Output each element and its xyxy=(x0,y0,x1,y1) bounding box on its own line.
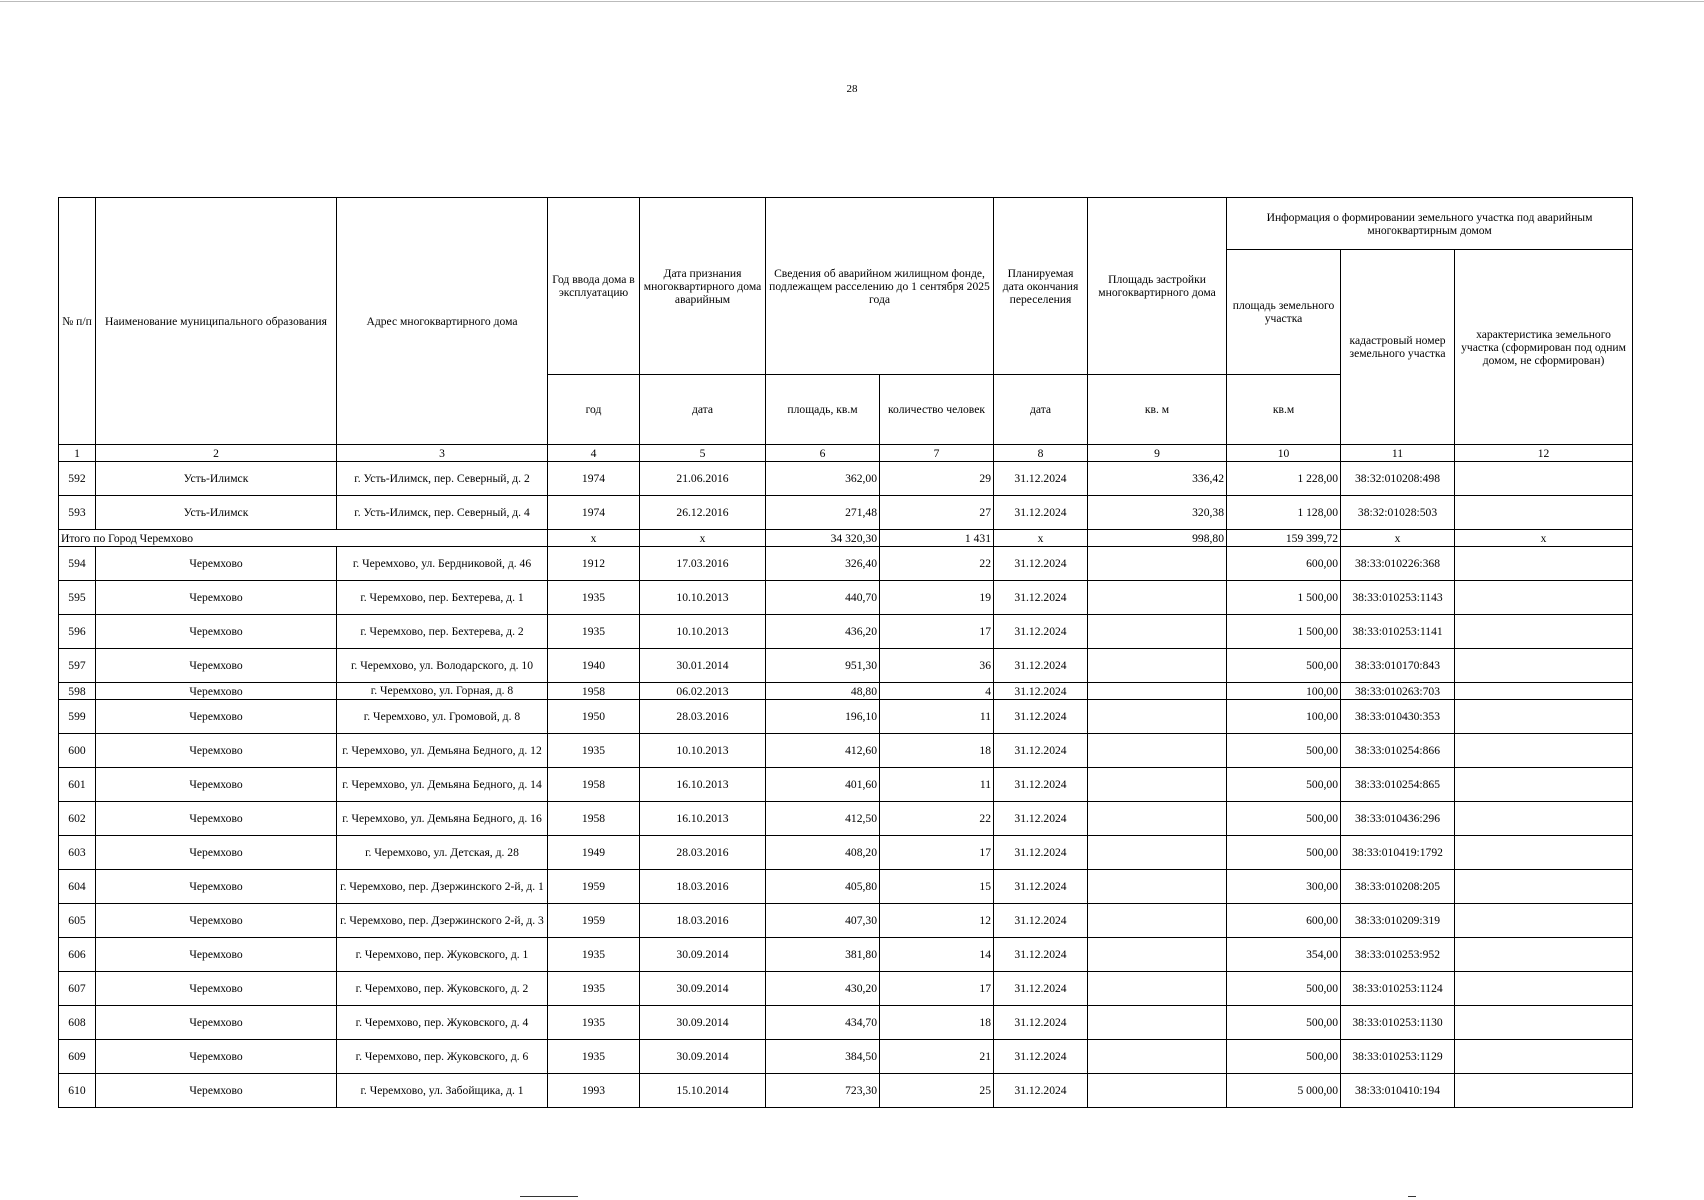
land-area-cell: 100,00 xyxy=(1227,683,1341,700)
table-row xyxy=(59,870,1633,904)
year-cell: 1935 xyxy=(548,615,640,649)
people-cell: 18 xyxy=(880,734,994,768)
row-number: 593 xyxy=(59,496,96,530)
table-row xyxy=(59,615,1633,649)
building-area-cell xyxy=(1088,700,1227,734)
table-row xyxy=(59,1006,1633,1040)
year-cell: 1958 xyxy=(548,683,640,700)
building-area-cell xyxy=(1088,972,1227,1006)
row-number: 608 xyxy=(59,1006,96,1040)
cadastral-cell: 38:32:010208:498 xyxy=(1341,462,1455,496)
header-unit-date: дата xyxy=(640,375,766,445)
header-year-built: Год ввода дома в эксплуатацию xyxy=(548,198,640,375)
building-area-cell xyxy=(1088,581,1227,615)
planned-date-cell: 31.12.2024 xyxy=(994,870,1088,904)
table-row xyxy=(59,938,1633,972)
planned-date-cell: 31.12.2024 xyxy=(994,615,1088,649)
year-cell: 1950 xyxy=(548,700,640,734)
building-area-cell xyxy=(1088,734,1227,768)
cadastral-cell: 38:33:010253:1130 xyxy=(1341,1006,1455,1040)
scan-edge-line xyxy=(0,1,1704,2)
cadastral-cell: 38:33:010419:1792 xyxy=(1341,836,1455,870)
cadastral-cell: 38:33:010253:952 xyxy=(1341,938,1455,972)
land-char-cell xyxy=(1455,649,1633,683)
land-char-cell xyxy=(1455,802,1633,836)
planned-date-cell: 31.12.2024 xyxy=(994,649,1088,683)
cadastral-cell: 38:33:010226:368 xyxy=(1341,547,1455,581)
address-cell: г. Черемхово, ул. Бердниковой, д. 46 xyxy=(337,547,548,581)
table-row xyxy=(59,802,1633,836)
column-number-cell: 8 xyxy=(994,445,1088,462)
planned-date-cell: 31.12.2024 xyxy=(994,938,1088,972)
column-number-cell: 10 xyxy=(1227,445,1341,462)
land-area-cell: 500,00 xyxy=(1227,734,1341,768)
land-char-cell xyxy=(1455,700,1633,734)
planned-date-cell: 31.12.2024 xyxy=(994,547,1088,581)
municipality-cell: Усть-Илимск xyxy=(96,496,337,530)
area-cell: 384,50 xyxy=(766,1040,880,1074)
row-number: 604 xyxy=(59,870,96,904)
total-row xyxy=(59,530,1633,547)
municipality-cell: Черемхово xyxy=(96,700,337,734)
date-cell: 30.09.2014 xyxy=(640,972,766,1006)
scan-mark-dash xyxy=(1408,1196,1416,1197)
address-cell: г. Черемхово, пер. Бехтерева, д. 1 xyxy=(337,581,548,615)
date-cell: 30.09.2014 xyxy=(640,1040,766,1074)
area-cell: 434,70 xyxy=(766,1006,880,1040)
header-unit-kvm2: кв.м xyxy=(1227,375,1341,445)
municipality-cell: Черемхово xyxy=(96,615,337,649)
table-row xyxy=(59,462,1633,496)
land-area-cell: 500,00 xyxy=(1227,836,1341,870)
people-cell: 19 xyxy=(880,581,994,615)
planned-date-cell: 31.12.2024 xyxy=(994,904,1088,938)
planned-date-cell: 31.12.2024 xyxy=(994,683,1088,700)
cadastral-cell: 38:33:010410:194 xyxy=(1341,1074,1455,1108)
municipality-cell: Усть-Илимск xyxy=(96,462,337,496)
land-char-cell xyxy=(1455,734,1633,768)
header-municipality: Наименование муниципального образования xyxy=(96,198,337,445)
rows-after-total xyxy=(59,547,1633,1108)
header-building-area: Площадь застройки многоквартирного дома xyxy=(1088,198,1227,375)
municipality-cell: Черемхово xyxy=(96,547,337,581)
address-cell: г. Усть-Илимск, пер. Северный, д. 2 xyxy=(337,462,548,496)
header-date-recognized: Дата признания многоквартирного дома аварийным xyxy=(640,198,766,375)
scan-mark-line xyxy=(520,1196,578,1197)
year-cell: 1935 xyxy=(548,581,640,615)
address-cell: г. Усть-Илимск, пер. Северный, д. 4 xyxy=(337,496,548,530)
year-cell: 1935 xyxy=(548,734,640,768)
table-row xyxy=(59,836,1633,870)
cadastral-cell: 38:32:01028:503 xyxy=(1341,496,1455,530)
address-cell: г. Черемхово, пер. Жуковского, д. 2 xyxy=(337,972,548,1006)
row-number: 602 xyxy=(59,802,96,836)
area-cell: 951,30 xyxy=(766,649,880,683)
row-number: 601 xyxy=(59,768,96,802)
address-cell: г. Черемхово, пер. Дзержинского 2-й, д. 1 xyxy=(337,870,548,904)
area-cell: 405,80 xyxy=(766,870,880,904)
header-unit-area: площадь, кв.м xyxy=(766,375,880,445)
building-area-cell xyxy=(1088,615,1227,649)
land-char-cell xyxy=(1455,1006,1633,1040)
year-cell: 1974 xyxy=(548,462,640,496)
people-cell: 17 xyxy=(880,836,994,870)
cadastral-cell: 38:33:010254:865 xyxy=(1341,768,1455,802)
date-cell: 28.03.2016 xyxy=(640,700,766,734)
municipality-cell: Черемхово xyxy=(96,1040,337,1074)
land-char-cell xyxy=(1455,1074,1633,1108)
total-land-area: 159 399,72 xyxy=(1227,530,1341,547)
header-unit-people: количество человек xyxy=(880,375,994,445)
header-land-char: характеристика земельного участка (сформирован под одним домом, не сформирован) xyxy=(1455,250,1633,445)
cadastral-cell: 38:33:010253:1141 xyxy=(1341,615,1455,649)
date-cell: 30.09.2014 xyxy=(640,938,766,972)
row-number: 598 xyxy=(59,683,96,700)
cadastral-cell: 38:33:010253:1124 xyxy=(1341,972,1455,1006)
column-number-cell: 9 xyxy=(1088,445,1227,462)
building-area-cell xyxy=(1088,836,1227,870)
total-area: 34 320,30 xyxy=(766,530,880,547)
municipality-cell: Черемхово xyxy=(96,683,337,700)
land-char-cell xyxy=(1455,1040,1633,1074)
row-number: 596 xyxy=(59,615,96,649)
land-area-cell: 500,00 xyxy=(1227,649,1341,683)
building-area-cell xyxy=(1088,649,1227,683)
table-row xyxy=(59,904,1633,938)
building-area-cell xyxy=(1088,904,1227,938)
date-cell: 17.03.2016 xyxy=(640,547,766,581)
date-cell: 26.12.2016 xyxy=(640,496,766,530)
area-cell: 436,20 xyxy=(766,615,880,649)
address-cell: г. Черемхово, ул. Демьяна Бедного, д. 16 xyxy=(337,802,548,836)
column-number-cell: 5 xyxy=(640,445,766,462)
building-area-cell xyxy=(1088,547,1227,581)
header-cadastral: кадастровый номер земельного участка xyxy=(1341,250,1455,445)
column-number-row xyxy=(59,445,1633,462)
year-cell: 1974 xyxy=(548,496,640,530)
date-cell: 06.02.2013 xyxy=(640,683,766,700)
land-char-cell xyxy=(1455,836,1633,870)
total-plan: x xyxy=(994,530,1088,547)
table-row xyxy=(59,649,1633,683)
land-char-cell xyxy=(1455,615,1633,649)
area-cell: 381,80 xyxy=(766,938,880,972)
land-char-cell xyxy=(1455,547,1633,581)
municipality-cell: Черемхово xyxy=(96,768,337,802)
year-cell: 1935 xyxy=(548,1040,640,1074)
land-char-cell xyxy=(1455,581,1633,615)
people-cell: 18 xyxy=(880,1006,994,1040)
year-cell: 1993 xyxy=(548,1074,640,1108)
planned-date-cell: 31.12.2024 xyxy=(994,836,1088,870)
area-cell: 723,30 xyxy=(766,1074,880,1108)
address-cell: г. Черемхово, пер. Дзержинского 2-й, д. 3 xyxy=(337,904,548,938)
header-unit-date2: дата xyxy=(994,375,1088,445)
header-unit-year: год xyxy=(548,375,640,445)
row-number: 599 xyxy=(59,700,96,734)
building-area-cell xyxy=(1088,1074,1227,1108)
table-row xyxy=(59,1040,1633,1074)
cadastral-cell: 38:33:010254:866 xyxy=(1341,734,1455,768)
planned-date-cell: 31.12.2024 xyxy=(994,1006,1088,1040)
header-land-info: Информация о формировании земельного участка под аварийным многоквартирным домом xyxy=(1227,198,1633,250)
land-char-cell xyxy=(1455,870,1633,904)
area-cell: 440,70 xyxy=(766,581,880,615)
land-area-cell: 1 500,00 xyxy=(1227,615,1341,649)
building-area-cell xyxy=(1088,938,1227,972)
year-cell: 1959 xyxy=(548,904,640,938)
address-cell: г. Черемхово, ул. Демьяна Бедного, д. 14 xyxy=(337,768,548,802)
people-cell: 17 xyxy=(880,615,994,649)
people-cell: 25 xyxy=(880,1074,994,1108)
total-date: x xyxy=(640,530,766,547)
land-char-cell xyxy=(1455,768,1633,802)
building-area-cell xyxy=(1088,1040,1227,1074)
column-number-cell: 4 xyxy=(548,445,640,462)
year-cell: 1935 xyxy=(548,1006,640,1040)
date-cell: 30.09.2014 xyxy=(640,1006,766,1040)
building-area-cell xyxy=(1088,802,1227,836)
row-number: 607 xyxy=(59,972,96,1006)
row-number: 597 xyxy=(59,649,96,683)
municipality-cell: Черемхово xyxy=(96,734,337,768)
area-cell: 412,50 xyxy=(766,802,880,836)
cadastral-cell: 38:33:010208:205 xyxy=(1341,870,1455,904)
date-cell: 30.01.2014 xyxy=(640,649,766,683)
header-planned-date: Планируемая дата окончания переселения xyxy=(994,198,1088,375)
land-area-cell: 1 500,00 xyxy=(1227,581,1341,615)
total-build-area: 998,80 xyxy=(1088,530,1227,547)
people-cell: 22 xyxy=(880,802,994,836)
planned-date-cell: 31.12.2024 xyxy=(994,496,1088,530)
address-cell: г. Черемхово, пер. Жуковского, д. 4 xyxy=(337,1006,548,1040)
address-cell: г. Черемхово, ул. Демьяна Бедного, д. 12 xyxy=(337,734,548,768)
column-number-cell: 12 xyxy=(1455,445,1633,462)
date-cell: 10.10.2013 xyxy=(640,615,766,649)
building-area-cell xyxy=(1088,870,1227,904)
planned-date-cell: 31.12.2024 xyxy=(994,1074,1088,1108)
address-cell: г. Черемхово, ул. Володарского, д. 10 xyxy=(337,649,548,683)
date-cell: 10.10.2013 xyxy=(640,734,766,768)
land-area-cell: 100,00 xyxy=(1227,700,1341,734)
people-cell: 17 xyxy=(880,972,994,1006)
year-cell: 1958 xyxy=(548,768,640,802)
date-cell: 21.06.2016 xyxy=(640,462,766,496)
column-number-cell: 3 xyxy=(337,445,548,462)
land-char-cell xyxy=(1455,683,1633,700)
planned-date-cell: 31.12.2024 xyxy=(994,1040,1088,1074)
people-cell: 29 xyxy=(880,462,994,496)
people-cell: 12 xyxy=(880,904,994,938)
total-cadastral: x xyxy=(1341,530,1455,547)
address-cell: г. Черемхово, пер. Жуковского, д. 6 xyxy=(337,1040,548,1074)
row-number: 606 xyxy=(59,938,96,972)
table-row xyxy=(59,547,1633,581)
land-area-cell: 600,00 xyxy=(1227,904,1341,938)
land-area-cell: 600,00 xyxy=(1227,547,1341,581)
table-row xyxy=(59,734,1633,768)
total-section xyxy=(59,530,1633,547)
total-char: x xyxy=(1455,530,1633,547)
municipality-cell: Черемхово xyxy=(96,972,337,1006)
row-number: 610 xyxy=(59,1074,96,1108)
planned-date-cell: 31.12.2024 xyxy=(994,462,1088,496)
building-area-cell xyxy=(1088,768,1227,802)
people-cell: 11 xyxy=(880,700,994,734)
land-area-cell: 500,00 xyxy=(1227,768,1341,802)
land-area-cell: 1 228,00 xyxy=(1227,462,1341,496)
table-row xyxy=(59,683,1633,700)
page-number: 28 xyxy=(846,83,858,95)
cadastral-cell: 38:33:010253:1143 xyxy=(1341,581,1455,615)
land-char-cell xyxy=(1455,496,1633,530)
land-char-cell xyxy=(1455,462,1633,496)
row-number: 594 xyxy=(59,547,96,581)
year-cell: 1959 xyxy=(548,870,640,904)
date-cell: 16.10.2013 xyxy=(640,802,766,836)
building-area-cell xyxy=(1088,1006,1227,1040)
planned-date-cell: 31.12.2024 xyxy=(994,768,1088,802)
table-row xyxy=(59,581,1633,615)
land-char-cell xyxy=(1455,904,1633,938)
row-number: 605 xyxy=(59,904,96,938)
date-cell: 18.03.2016 xyxy=(640,870,766,904)
municipality-cell: Черемхово xyxy=(96,870,337,904)
date-cell: 28.03.2016 xyxy=(640,836,766,870)
year-cell: 1912 xyxy=(548,547,640,581)
date-cell: 16.10.2013 xyxy=(640,768,766,802)
cadastral-cell: 38:33:010436:296 xyxy=(1341,802,1455,836)
header-land-area: площадь земельного участка xyxy=(1227,250,1341,375)
people-cell: 4 xyxy=(880,683,994,700)
land-area-cell: 300,00 xyxy=(1227,870,1341,904)
municipality-cell: Черемхово xyxy=(96,1074,337,1108)
table-row xyxy=(59,496,1633,530)
land-area-cell: 500,00 xyxy=(1227,972,1341,1006)
land-area-cell: 1 128,00 xyxy=(1227,496,1341,530)
header-no: № п/п xyxy=(59,198,96,445)
municipality-cell: Черемхово xyxy=(96,904,337,938)
area-cell: 407,30 xyxy=(766,904,880,938)
area-cell: 196,10 xyxy=(766,700,880,734)
land-area-cell: 500,00 xyxy=(1227,1040,1341,1074)
column-number-cell: 2 xyxy=(96,445,337,462)
building-area-cell xyxy=(1088,683,1227,700)
people-cell: 21 xyxy=(880,1040,994,1074)
total-people: 1 431 xyxy=(880,530,994,547)
planned-date-cell: 31.12.2024 xyxy=(994,581,1088,615)
cadastral-cell: 38:33:010209:319 xyxy=(1341,904,1455,938)
row-number: 595 xyxy=(59,581,96,615)
area-cell: 362,00 xyxy=(766,462,880,496)
municipality-cell: Черемхово xyxy=(96,836,337,870)
people-cell: 14 xyxy=(880,938,994,972)
header-unit-kvm: кв. м xyxy=(1088,375,1227,445)
total-label: Итого по Город Черемхово xyxy=(59,530,548,547)
municipality-cell: Черемхово xyxy=(96,802,337,836)
land-area-cell: 354,00 xyxy=(1227,938,1341,972)
land-area-cell: 500,00 xyxy=(1227,802,1341,836)
table-row xyxy=(59,1074,1633,1108)
people-cell: 15 xyxy=(880,870,994,904)
people-cell: 11 xyxy=(880,768,994,802)
year-cell: 1935 xyxy=(548,938,640,972)
address-cell: г. Черемхово, ул. Забойщика, д. 1 xyxy=(337,1074,548,1108)
area-cell: 271,48 xyxy=(766,496,880,530)
address-cell: г. Черемхово, пер. Бехтерева, д. 2 xyxy=(337,615,548,649)
municipality-cell: Черемхово xyxy=(96,649,337,683)
date-cell: 15.10.2014 xyxy=(640,1074,766,1108)
municipality-cell: Черемхово xyxy=(96,938,337,972)
total-year: x xyxy=(548,530,640,547)
building-area-cell: 336,42 xyxy=(1088,462,1227,496)
address-cell: г. Черемхово, пер. Жуковского, д. 1 xyxy=(337,938,548,972)
land-area-cell: 5 000,00 xyxy=(1227,1074,1341,1108)
land-area-cell: 500,00 xyxy=(1227,1006,1341,1040)
planned-date-cell: 31.12.2024 xyxy=(994,972,1088,1006)
column-number-cell: 7 xyxy=(880,445,994,462)
people-cell: 36 xyxy=(880,649,994,683)
resettlement-table xyxy=(58,197,1633,1108)
municipality-cell: Черемхово xyxy=(96,1006,337,1040)
address-cell: г. Черемхово, ул. Громовой, д. 8 xyxy=(337,700,548,734)
date-cell: 10.10.2013 xyxy=(640,581,766,615)
year-cell: 1958 xyxy=(548,802,640,836)
planned-date-cell: 31.12.2024 xyxy=(994,802,1088,836)
header-address: Адрес многоквартирного дома xyxy=(337,198,548,445)
column-number-cell: 6 xyxy=(766,445,880,462)
column-number-cell: 1 xyxy=(59,445,96,462)
year-cell: 1949 xyxy=(548,836,640,870)
area-cell: 408,20 xyxy=(766,836,880,870)
planned-date-cell: 31.12.2024 xyxy=(994,734,1088,768)
building-area-cell: 320,38 xyxy=(1088,496,1227,530)
people-cell: 27 xyxy=(880,496,994,530)
area-cell: 401,60 xyxy=(766,768,880,802)
column-number-cell: 11 xyxy=(1341,445,1455,462)
area-cell: 48,80 xyxy=(766,683,880,700)
area-cell: 412,60 xyxy=(766,734,880,768)
land-char-cell xyxy=(1455,972,1633,1006)
rows-before-total xyxy=(59,462,1633,530)
row-number: 603 xyxy=(59,836,96,870)
year-cell: 1935 xyxy=(548,972,640,1006)
row-number: 592 xyxy=(59,462,96,496)
area-cell: 326,40 xyxy=(766,547,880,581)
row-number: 600 xyxy=(59,734,96,768)
date-cell: 18.03.2016 xyxy=(640,904,766,938)
address-cell: г. Черемхово, ул. Детская, д. 28 xyxy=(337,836,548,870)
cadastral-cell: 38:33:010430:353 xyxy=(1341,700,1455,734)
planned-date-cell: 31.12.2024 xyxy=(994,700,1088,734)
address-cell: г. Черемхово, ул. Горная, д. 8 xyxy=(337,683,548,700)
row-number: 609 xyxy=(59,1040,96,1074)
cadastral-cell: 38:33:010263:703 xyxy=(1341,683,1455,700)
area-cell: 430,20 xyxy=(766,972,880,1006)
cadastral-cell: 38:33:010253:1129 xyxy=(1341,1040,1455,1074)
table-row xyxy=(59,972,1633,1006)
municipality-cell: Черемхово xyxy=(96,581,337,615)
table-row xyxy=(59,768,1633,802)
people-cell: 22 xyxy=(880,547,994,581)
cadastral-cell: 38:33:010170:843 xyxy=(1341,649,1455,683)
header-fund-info: Сведения об аварийном жилищном фонде, подлежащем расселению до 1 сентября 2025 года xyxy=(766,198,994,375)
land-char-cell xyxy=(1455,938,1633,972)
year-cell: 1940 xyxy=(548,649,640,683)
table-row xyxy=(59,700,1633,734)
